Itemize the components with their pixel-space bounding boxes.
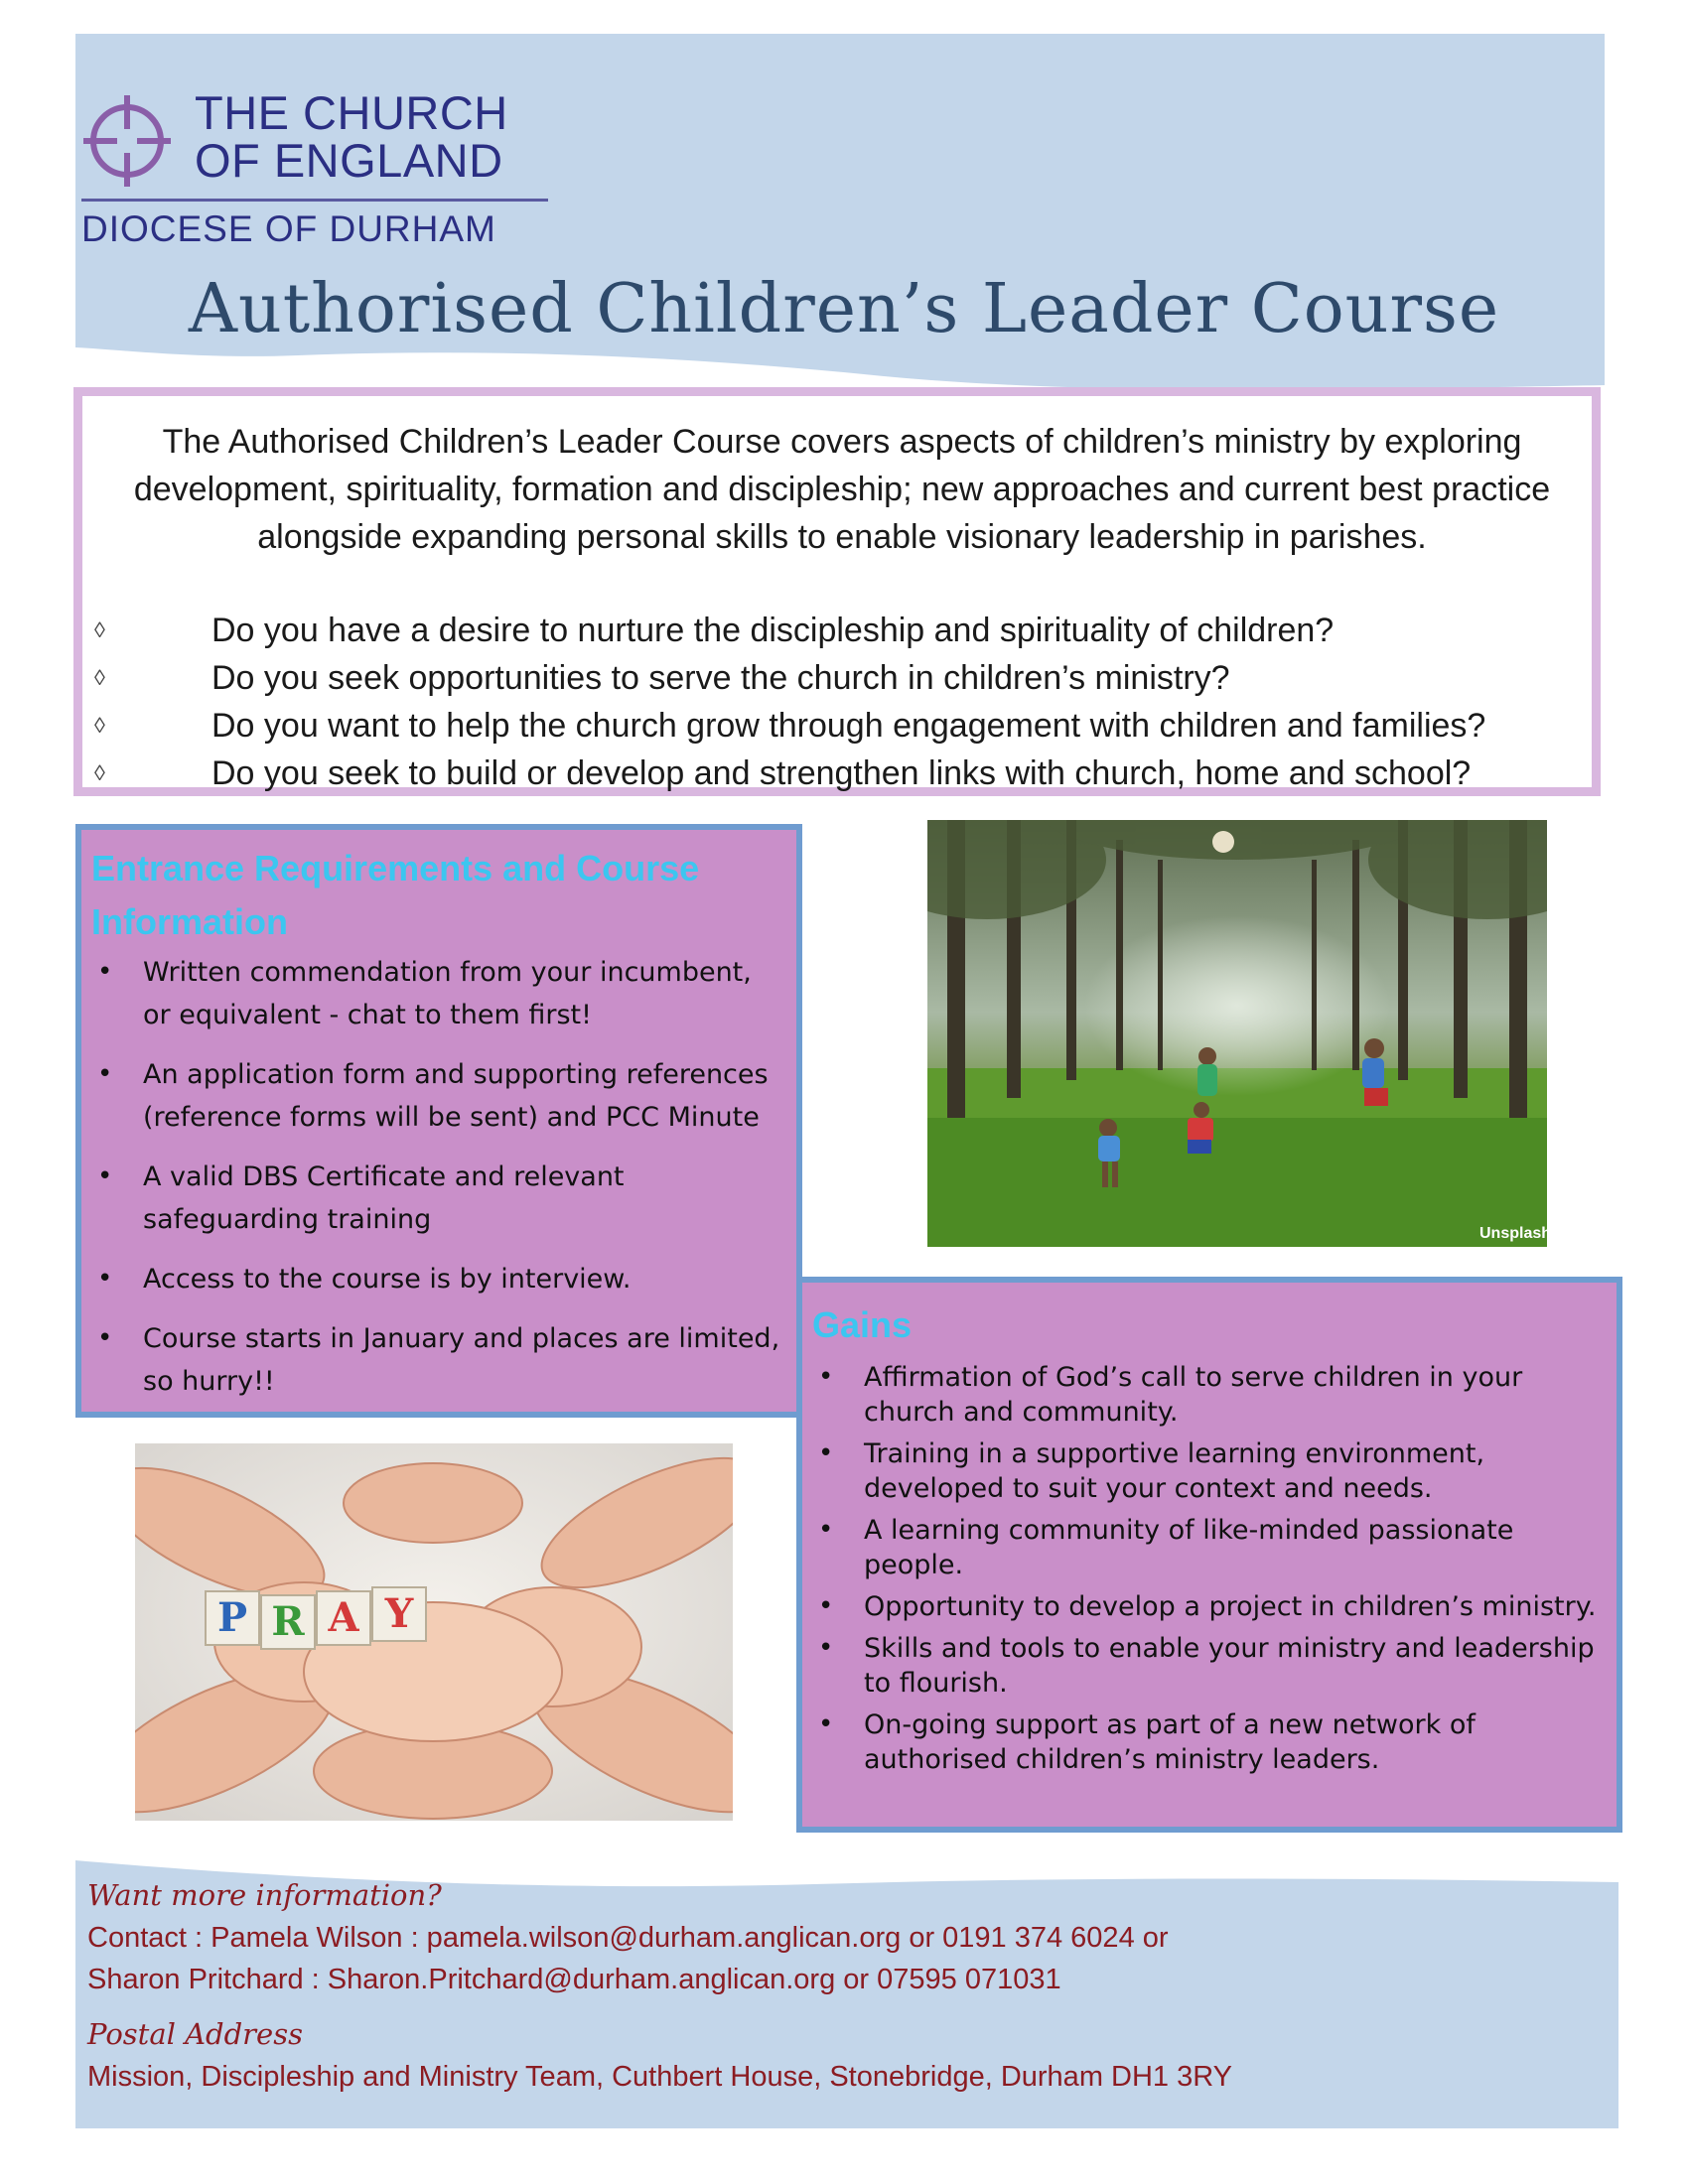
entrance-heading: Entrance Requirements and Course Information (91, 848, 700, 942)
photo-credit: Unsplash (1479, 1225, 1552, 1242)
bullet-icon: • (97, 1059, 113, 1089)
list-item: ◊ Do you seek opportunities to serve the church in children’s ministry? (82, 654, 1572, 702)
bullet-icon: • (97, 1264, 113, 1294)
list-item: • A valid DBS Certificate and relevant safeguarding training (91, 1156, 786, 1241)
diamond-bullet-icon: ◊ (94, 760, 105, 785)
gains-list (812, 1360, 1617, 1784)
letter-block: A (316, 1590, 371, 1646)
contact-line-2: Sharon Pritchard : Sharon.Pritchard@durham.anglican.org or 07595 071031 (87, 1964, 1061, 1995)
list-item: • Opportunity to develop a project in children’s ministry. (818, 1591, 1597, 1622)
list-item: ◊ Do you have a desire to nurture the discipleship and spirituality of children? (82, 607, 1572, 654)
page-title: Authorised Children’s Leader Course (188, 270, 1500, 348)
diamond-bullet-icon: ◊ (94, 617, 105, 642)
bullet-icon: • (97, 1323, 113, 1353)
intro-paragraph: The Authorised Children’s Leader Course covers aspects of children’s ministry by exploring development, spirituality, formation and discipleship; new approaches and current best practice alongside expanding personal skills to enable visionary leadership in parishes. (133, 423, 1551, 556)
logo-diocese-name: DIOCESE OF DURHAM (81, 208, 496, 249)
list-item: • An application form and supporting references (reference forms will be sent) and PCC Minute (91, 1053, 786, 1139)
entrance-list (91, 951, 786, 1420)
diamond-bullet-icon: ◊ (94, 713, 105, 738)
postal-address: Mission, Discipleship and Ministry Team, Cuthbert House, Stonebridge, Durham DH1 3RY (87, 2061, 1232, 2093)
list-item: • Written commendation from your incumbent, or equivalent - chat to them first! (91, 951, 786, 1036)
list-item: • Affirmation of God’s call to serve children in your church and community. (818, 1362, 1523, 1428)
letter-block: Y (371, 1586, 427, 1642)
logo-text-line2: OF ENGLAND (195, 134, 503, 187)
letter-block: P (205, 1590, 260, 1646)
intro-box (73, 387, 1601, 796)
bullet-icon: • (818, 1633, 834, 1663)
list-item: • On-going support as part of a new network of authorised children’s ministry leaders. (818, 1709, 1476, 1775)
children-playing-photo (927, 820, 1547, 1247)
bullet-icon: • (818, 1362, 834, 1392)
postal-heading: Postal Address (87, 2017, 303, 2051)
bullet-icon: • (97, 957, 113, 987)
bullet-icon: • (818, 1438, 834, 1468)
contact-line-1: Contact : Pamela Wilson : pamela.wilson@durham.anglican.org or 0191 374 6024 or (87, 1922, 1169, 1954)
cross-circle-icon (79, 91, 175, 191)
letter-block: R (260, 1594, 316, 1650)
list-item: • A learning community of like-minded passionate people. (818, 1515, 1514, 1580)
list-item: ◊ Do you seek to build or develop and strengthen links with church, home and school? (82, 750, 1572, 797)
gains-box (796, 1277, 1622, 1833)
logo-text-line1: THE CHURCH (195, 86, 508, 139)
list-item: • Access to the course is by interview. (91, 1258, 786, 1300)
pray-blocks (197, 1586, 435, 1650)
bullet-icon: • (818, 1591, 834, 1621)
list-item: • Training in a supportive learning environment, developed to suit your context and needs. (818, 1438, 1485, 1504)
diocese-logo (79, 85, 556, 254)
bullet-icon: • (818, 1709, 834, 1739)
list-item: • Skills and tools to enable your ministry and leadership to flourish. (818, 1633, 1595, 1699)
entrance-requirements-box (75, 824, 802, 1418)
info-heading: Want more information? (87, 1878, 442, 1912)
question-list (82, 607, 1572, 797)
list-item: • Course starts in January and places are limited, so hurry!! (91, 1317, 786, 1403)
diamond-bullet-icon: ◊ (94, 665, 105, 690)
bullet-icon: • (97, 1161, 113, 1191)
gains-heading: Gains (812, 1304, 913, 1345)
logo-divider (81, 199, 548, 202)
list-item: ◊ Do you want to help the church grow through engagement with children and families? (82, 702, 1572, 750)
bullet-icon: • (818, 1515, 834, 1545)
